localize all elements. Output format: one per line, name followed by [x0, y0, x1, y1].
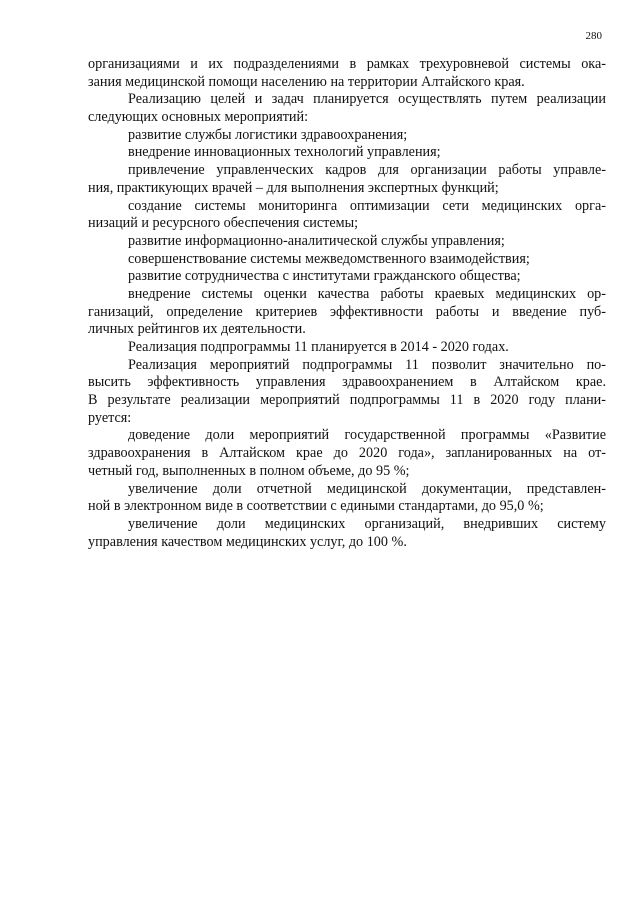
text-line: развитие информационно-аналитической службы управления; — [128, 232, 505, 249]
text-line: совершенствование системы межведомственного взаимодействия; — [128, 250, 530, 267]
document-body — [88, 56, 606, 551]
text-line: управления качеством медицинских услуг, до 100 %. — [88, 533, 407, 550]
text-line: внедрение инновационных технологий управления; — [128, 144, 441, 161]
text-line: развитие сотрудничества с институтами гражданского общества; — [128, 268, 521, 285]
text-line: организациями и их подразделениями в рамках трехуровневой системы ока- — [88, 56, 606, 72]
text-line: создание системы мониторинга оптимизации сети медицинских орга- — [128, 197, 606, 214]
text-line: четный год, выполненных в полном объеме, до 95 %; — [88, 462, 410, 479]
text-line: привлечение управленческих кадров для организации работы управле- — [128, 162, 606, 179]
text-line: Реализацию целей и задач планируется осуществлять путем реализации — [128, 91, 606, 108]
text-line: руется: — [88, 409, 132, 426]
text-line: низаций и ресурсного обеспечения системы; — [88, 215, 359, 232]
text-line: Реализация подпрограммы 11 планируется в 2014 - 2020 годах. — [128, 339, 509, 355]
text-line: ганизаций, определение критериев эффективности работы и введение пуб- — [88, 303, 606, 320]
text-line: следующих основных мероприятий: — [88, 109, 309, 126]
text-line: ния, практикующих врачей – для выполнения экспертных функций; — [88, 179, 499, 196]
text-line: ной в электронном виде в соответствии с едиными стандартами, до 95,0 %; — [88, 498, 544, 515]
text-line: В результате реализации мероприятий подпрограммы 11 в 2020 году плани- — [88, 392, 606, 409]
text-line: Реализация мероприятий подпрограммы 11 позволит значительно по- — [128, 356, 606, 373]
text-line: увеличение доли отчетной медицинской документации, представлен- — [128, 480, 606, 497]
text-line: личных рейтингов их деятельности. — [88, 321, 306, 338]
text-line: зания медицинской помощи населению на территории Алтайского края. — [88, 73, 525, 90]
text-line: здравоохранения в Алтайском крае до 2020 года», запланированных на от- — [88, 445, 606, 462]
text-line: внедрение системы оценки качества работы краевых медицинских ор- — [128, 285, 606, 302]
text-line: развитие службы логистики здравоохранения; — [128, 126, 408, 143]
text-line: увеличение доли медицинских организаций, внедривших систему — [128, 515, 606, 532]
text-line: высить эффективность управления здравоохранением в Алтайском крае. — [88, 374, 606, 391]
page-number: 280 — [585, 30, 602, 42]
text-line: доведение доли мероприятий государственной программы «Развитие — [128, 427, 606, 444]
